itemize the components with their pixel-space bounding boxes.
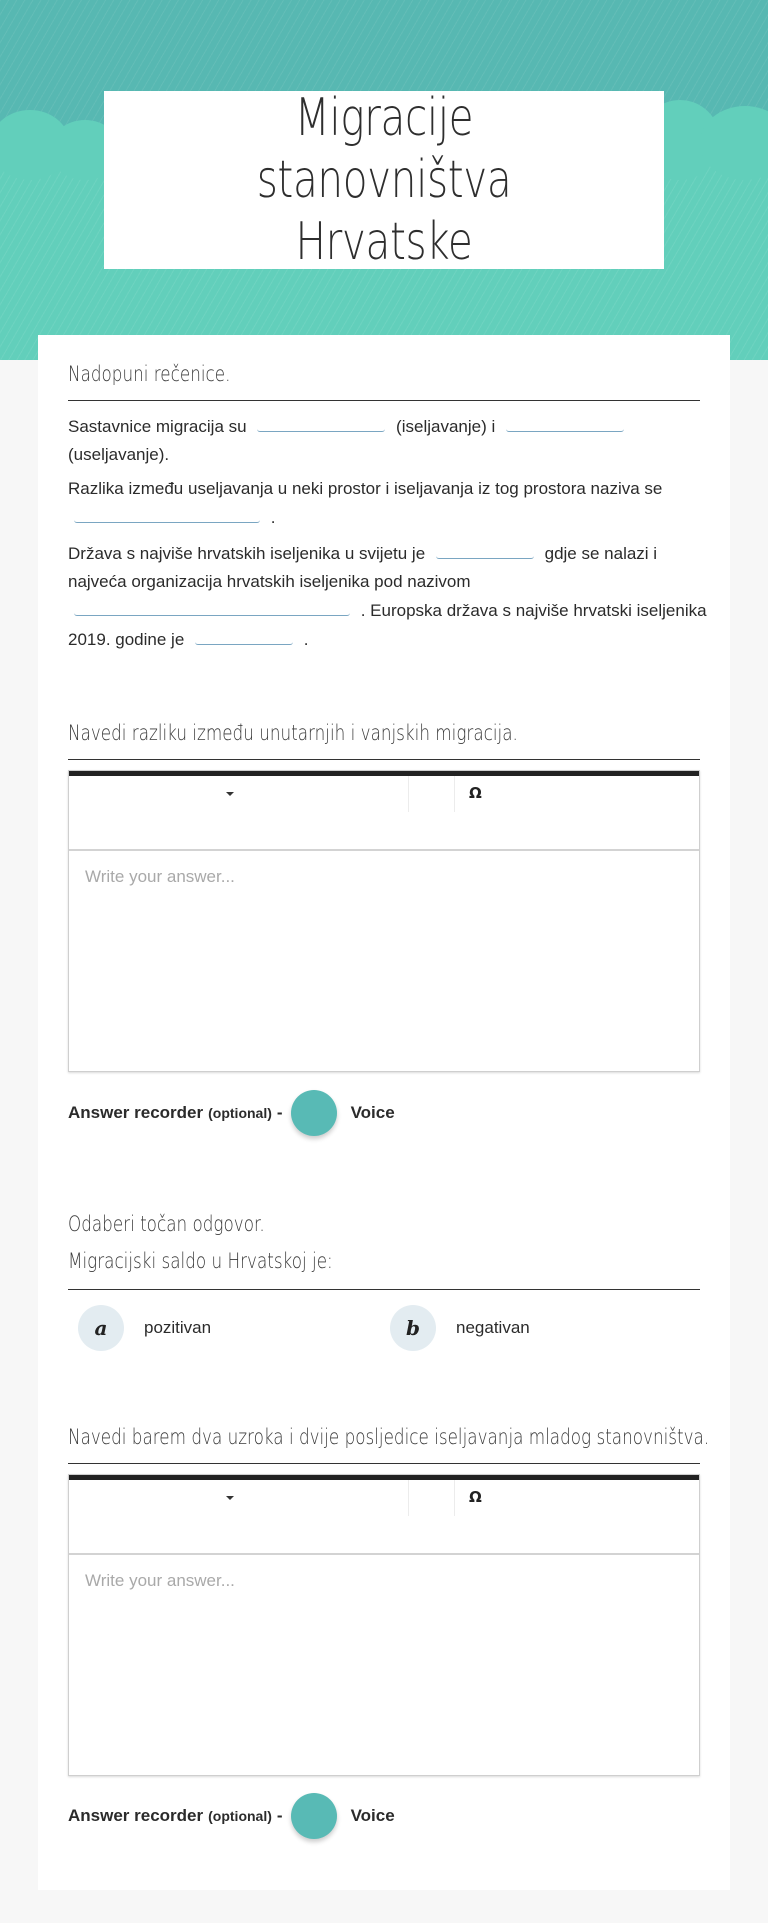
title-card bbox=[104, 88, 664, 272]
sentence-text: . bbox=[270, 508, 276, 527]
section-title: Nadopuni rečenice. bbox=[68, 362, 231, 386]
sentence-1 bbox=[68, 412, 708, 469]
sentence-text: Sastavnice migracija su bbox=[68, 417, 247, 436]
voice-label: Voice bbox=[350, 1103, 395, 1122]
record-voice-button[interactable] bbox=[291, 1793, 337, 1839]
blank-input[interactable] bbox=[436, 539, 534, 559]
divider bbox=[68, 1463, 700, 1464]
question-text: Migracijski saldo u Hrvatskoj je: bbox=[68, 1249, 333, 1273]
recorder-optional-label: (optional) bbox=[208, 1105, 272, 1121]
divider bbox=[68, 400, 700, 401]
section-open-question-1 bbox=[68, 721, 630, 745]
voice-label: Voice bbox=[350, 1806, 395, 1825]
sentence-text: . bbox=[303, 630, 309, 649]
toolbar-button[interactable] bbox=[409, 1480, 455, 1516]
editor-toolbar bbox=[69, 776, 699, 851]
rich-text-editor bbox=[68, 1474, 700, 1776]
choice-label: negativan bbox=[456, 1318, 530, 1337]
choice-label: pozitivan bbox=[144, 1318, 212, 1337]
section-title: Navedi razliku između unutarnjih i vanjskih migracija. bbox=[68, 721, 518, 745]
answer-placeholder: Write your answer... bbox=[85, 867, 235, 886]
sentence-text: . Europska država s najviše hrvatski iseljenika 2019. godine je bbox=[68, 601, 707, 649]
blank-input[interactable] bbox=[257, 412, 385, 432]
blank-input[interactable] bbox=[195, 625, 293, 645]
recorder-label: Answer recorder bbox=[68, 1806, 204, 1825]
recorder-label: Answer recorder bbox=[68, 1103, 204, 1122]
special-character-button[interactable]: Ω bbox=[469, 784, 482, 802]
recorder-optional-label: (optional) bbox=[208, 1808, 272, 1824]
toolbar-button[interactable] bbox=[409, 776, 455, 812]
sentence-text: Država s najviše hrvatskih iseljenika u svijetu je bbox=[68, 544, 426, 563]
choice-option-b[interactable] bbox=[390, 1305, 530, 1351]
caret-down-icon bbox=[226, 792, 234, 796]
title-line-2: Hrvatske bbox=[295, 212, 473, 272]
sentence-text: (useljavanje). bbox=[68, 445, 170, 464]
choice-letter-a: a bbox=[78, 1305, 124, 1351]
section-title: Navedi barem dva uzroka i dvije posljedice iseljavanja mladog stanovništva. bbox=[68, 1425, 710, 1449]
choice-option-a[interactable] bbox=[78, 1305, 211, 1351]
format-dropdown[interactable] bbox=[69, 1480, 409, 1516]
section-fill-in bbox=[68, 362, 271, 386]
choice-letter-b: b bbox=[390, 1305, 436, 1351]
recorder-dash: - bbox=[276, 1103, 283, 1122]
blank-input[interactable] bbox=[74, 503, 260, 523]
editor-toolbar bbox=[69, 1480, 699, 1555]
section-multiple-choice bbox=[68, 1212, 314, 1236]
special-character-button[interactable]: Ω bbox=[469, 1488, 482, 1506]
question-wrapper bbox=[68, 1249, 399, 1273]
divider bbox=[68, 1289, 700, 1290]
sentence-2 bbox=[68, 475, 708, 532]
format-dropdown[interactable] bbox=[69, 776, 409, 812]
caret-down-icon bbox=[226, 1496, 234, 1500]
sentence-text: gdje se nalazi i najveća organizacija hrvatskih iseljenika pod nazivom bbox=[68, 544, 658, 591]
sentence-text: Razlika između useljavanja u neki prostor i iseljavanja iz tog prostora naziva se bbox=[68, 479, 663, 498]
sentence-3 bbox=[68, 539, 708, 654]
worksheet bbox=[38, 335, 730, 1890]
title-line-1: Migracije stanovništva bbox=[256, 88, 512, 210]
rich-text-editor bbox=[68, 770, 700, 1072]
answer-textarea[interactable] bbox=[69, 851, 699, 1071]
page-title bbox=[166, 87, 603, 273]
recorder-dash: - bbox=[276, 1806, 283, 1825]
sentence-text: (iseljavanje) i bbox=[396, 417, 496, 436]
answer-placeholder: Write your answer... bbox=[85, 1571, 235, 1590]
answer-recorder bbox=[68, 1090, 395, 1136]
section-open-question-2 bbox=[68, 1425, 768, 1449]
answer-recorder bbox=[68, 1793, 395, 1839]
divider bbox=[68, 759, 700, 760]
instruction-text: Odaberi točan odgovor. bbox=[68, 1212, 265, 1236]
answer-textarea[interactable] bbox=[69, 1555, 699, 1775]
blank-input[interactable] bbox=[74, 596, 350, 616]
record-voice-button[interactable] bbox=[291, 1090, 337, 1136]
blank-input[interactable] bbox=[506, 412, 624, 432]
